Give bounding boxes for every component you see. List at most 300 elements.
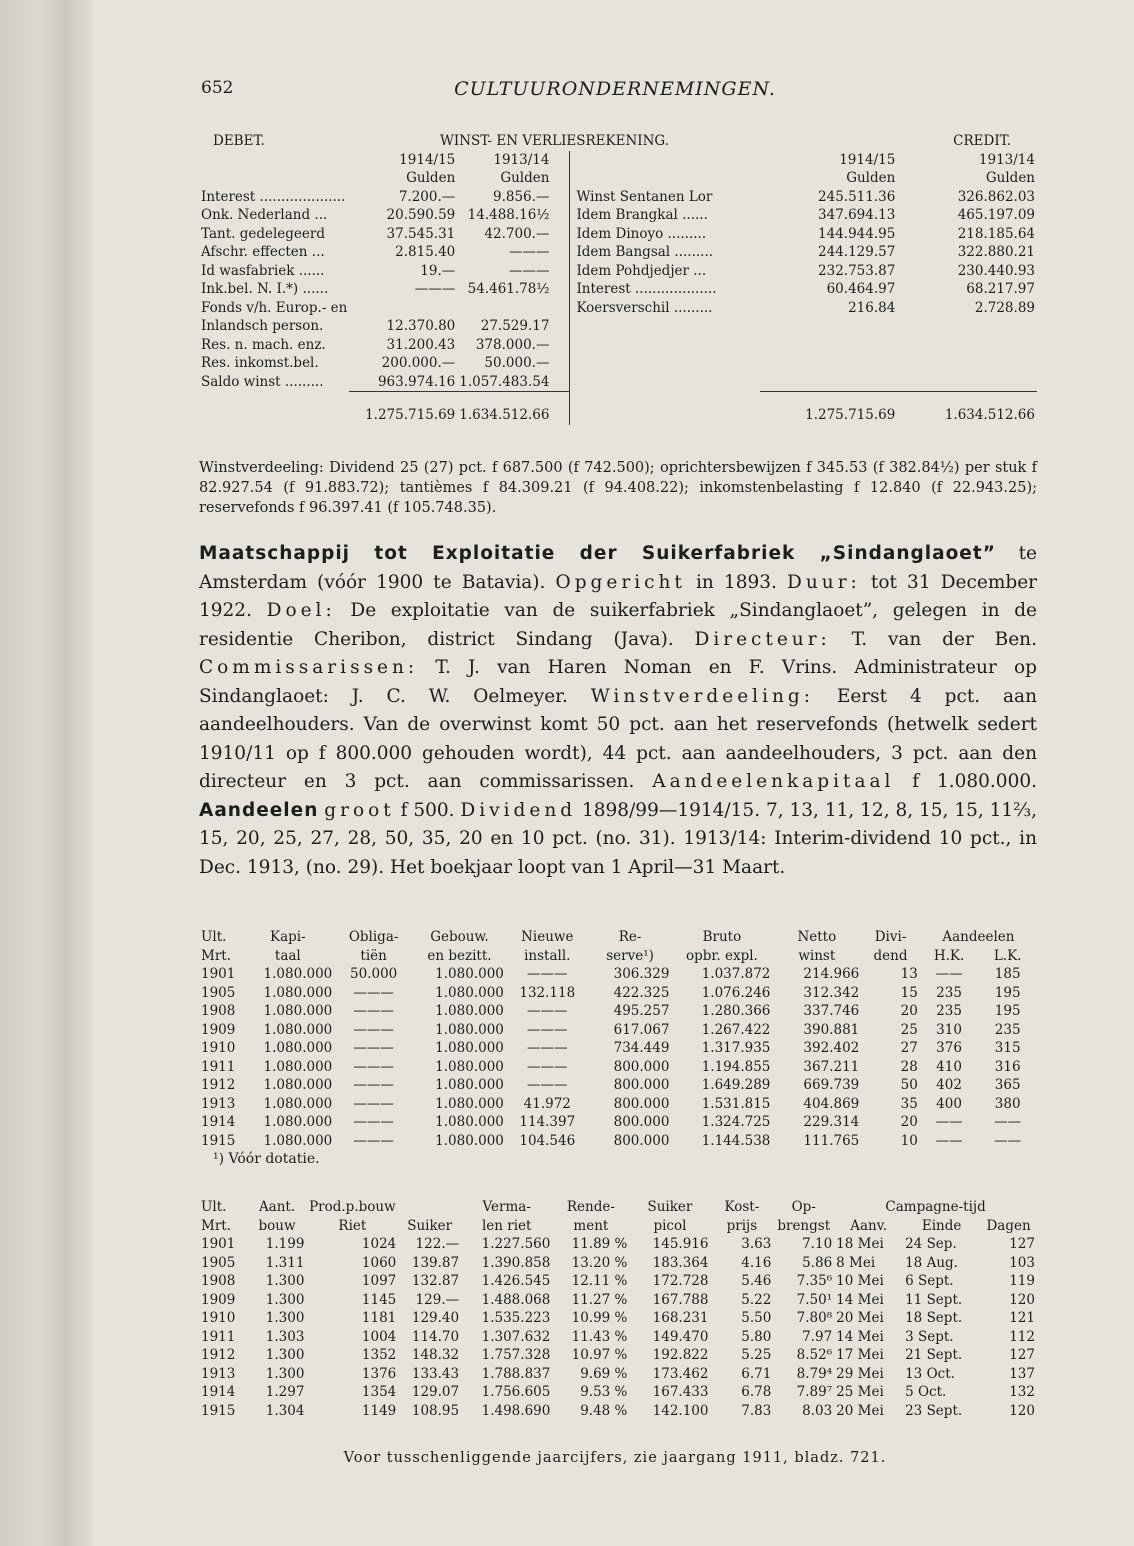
column-header: opbr. expl. <box>686 947 758 964</box>
table-cell: 127 <box>1009 1347 1035 1363</box>
amount-cell <box>897 317 1037 336</box>
table-cell: 50 <box>900 1077 918 1093</box>
table-cell: 1145 <box>361 1291 397 1308</box>
amount-cell: ——— <box>414 281 456 297</box>
column-header: ment <box>573 1217 609 1234</box>
table-row <box>199 1402 1037 1421</box>
table-cell: 734.449 <box>613 1040 670 1056</box>
table-cell: 410 <box>936 1058 962 1075</box>
table-cell: 1.788.837 <box>481 1365 551 1382</box>
column-header: taal <box>274 947 301 964</box>
company-name: Maatschappij tot Exploitatie der Suikerfabriek „Sindanglaoet” <box>199 543 996 564</box>
year-label: 1914/15 <box>399 151 456 168</box>
t2-header-2 <box>199 947 1037 966</box>
table-cell: 800.000 <box>613 1114 670 1130</box>
table-row <box>199 1095 1037 1114</box>
column-header: Dagen <box>986 1217 1031 1234</box>
table-cell: 14 Mei <box>836 1328 884 1345</box>
table-cell: 380 <box>994 1095 1021 1112</box>
table-cell: —— <box>994 1114 1022 1130</box>
table-cell: 139.87 <box>411 1254 460 1271</box>
table-cell: 18 Sept. <box>905 1310 963 1326</box>
table-cell: 1912 <box>201 1347 236 1363</box>
table-cell: 111.765 <box>803 1132 860 1149</box>
table-cell: ——— <box>527 1003 568 1019</box>
amount-cell: 200.000.— <box>381 355 456 371</box>
footnote: ¹) Vóór dotatie. <box>213 1151 320 1167</box>
text: T. van der Ben. <box>830 628 1037 650</box>
column-header: Riet <box>338 1217 367 1234</box>
column-header: Aant. <box>258 1199 296 1215</box>
amount-cell: 144.944.95 <box>818 225 896 242</box>
table-cell: 17 Mei <box>836 1347 884 1363</box>
table-cell: 1915 <box>201 1132 236 1149</box>
amount-cell <box>760 354 898 373</box>
amount-cell: 1.057.483.54 <box>459 373 550 390</box>
unit-label: Gulden <box>406 170 456 186</box>
column-header: Ult. <box>201 929 227 945</box>
table-cell: 1.426.545 <box>481 1273 551 1289</box>
table-cell: 129.— <box>415 1291 460 1308</box>
table-cell: 148.32 <box>411 1347 460 1363</box>
amount-cell: 60.464.97 <box>826 281 896 297</box>
table-cell: 28 <box>900 1058 918 1075</box>
table-cell: —— <box>935 966 963 982</box>
total-cell: 1.275.715.69 <box>805 407 896 423</box>
column-header: Re- <box>618 929 642 945</box>
table-cell: 1181 <box>361 1310 397 1326</box>
table-cell: 376 <box>936 1040 962 1056</box>
amount-cell: 50.000.— <box>484 355 550 371</box>
table-cell: 121 <box>1009 1310 1035 1326</box>
table-row <box>199 1291 1037 1310</box>
table-cell: 7.97 <box>802 1328 833 1345</box>
amount-cell: 12.370.80 <box>386 318 456 334</box>
amount-cell: 68.217.97 <box>966 281 1035 297</box>
wv-separator <box>199 392 1037 407</box>
table-cell: 7.83 <box>741 1402 772 1419</box>
wv-row <box>199 373 1037 392</box>
account-label: Winst Sentanen Lor <box>570 188 760 207</box>
table-cell: 15 <box>900 984 918 1001</box>
production-table <box>199 1198 1037 1420</box>
table-cell: ——— <box>527 966 568 982</box>
table-cell: ——— <box>353 1095 394 1112</box>
table-cell: 1910 <box>201 1040 236 1056</box>
table-cell: 8.03 <box>802 1402 833 1419</box>
column-header: Kapi- <box>270 929 306 945</box>
account-label: Tant. gedelegeerd <box>201 225 325 242</box>
table-cell: 1.080.000 <box>435 966 504 982</box>
column-header: Mrt. <box>201 1217 231 1234</box>
table-cell: 1.300 <box>265 1347 305 1363</box>
table-cell: 800.000 <box>613 1058 670 1075</box>
table-row <box>199 1132 1037 1151</box>
table-cell: 669.739 <box>803 1077 860 1093</box>
table-cell: —— <box>994 1132 1022 1149</box>
table-cell: 1914 <box>201 1384 236 1400</box>
table-cell: 185 <box>994 966 1021 982</box>
table-cell: 1.756.605 <box>481 1384 551 1400</box>
table-cell: ——— <box>353 984 394 1001</box>
table-cell: 1.076.246 <box>701 984 771 1001</box>
amount-cell: 378.000.— <box>475 336 550 353</box>
label-commissarissen: Commissarissen: <box>199 657 419 678</box>
account-label: Res. n. mach. enz. <box>201 336 326 353</box>
table-row <box>199 1076 1037 1095</box>
amount-cell: 9.856.— <box>493 188 550 205</box>
table-cell: 1.080.000 <box>435 1040 504 1056</box>
table-cell: 1.324.725 <box>701 1114 771 1130</box>
amount-cell <box>349 299 457 318</box>
table-cell: 1.300 <box>265 1291 305 1308</box>
table-cell: 1.080.000 <box>435 1058 504 1075</box>
table-cell: 6.78 <box>741 1384 772 1400</box>
table-cell: 132 <box>1009 1384 1035 1400</box>
table-cell: 1911 <box>201 1058 236 1075</box>
wv-row <box>199 280 1037 299</box>
column-header: len riet <box>481 1217 532 1234</box>
table-cell: ——— <box>353 1058 394 1075</box>
account-label: Fonds v/h. Europ.- en <box>201 299 348 316</box>
table-cell: 14 Mei <box>836 1291 884 1308</box>
table-cell: 50.000 <box>350 966 398 982</box>
table-row <box>199 1113 1037 1132</box>
table-cell: 167.788 <box>652 1291 709 1308</box>
table-cell: 41.972 <box>523 1095 571 1112</box>
table-cell: 20 <box>900 1114 918 1130</box>
text: te Amsterdam (vóór 1900 te Batavia). <box>199 543 1038 593</box>
table-cell: 1.080.000 <box>263 1058 333 1075</box>
debet-label: DEBET. <box>213 133 265 149</box>
table-cell: 1.144.538 <box>701 1132 771 1149</box>
table-row <box>199 1058 1037 1077</box>
table-cell: 1.080.000 <box>435 1114 504 1130</box>
table-row <box>199 1039 1037 1058</box>
column-header: Nieuwe <box>521 929 574 945</box>
table-cell: 306.329 <box>613 966 670 982</box>
table-cell: 1913 <box>201 1365 236 1382</box>
wv-row <box>199 354 1037 373</box>
table-cell: 214.966 <box>803 966 860 982</box>
text: tot 31 December 1922. <box>199 571 1037 621</box>
account-label: Idem Dinoyo ......... <box>570 225 760 244</box>
text: 1898/99—1914/15. 7, 13, 11, 12, 8, 15, 15, 11⅔, 15, 20, 25, 27, 28, 50, 35, 20 en 10 pct. (no. 31). 1913/14: Interim-dividend 10 pct., in Dec. 1913, (no. 29). Het boekjaar loopt van 1 April—31 Maart. <box>199 799 1037 878</box>
wv-row <box>199 299 1037 318</box>
table-cell: 8.79⁴ <box>796 1365 833 1382</box>
table-cell: 18 Mei <box>836 1236 884 1252</box>
text: De exploitatie van de suikerfabriek „Sindanglaoet”, gelegen in de residentie Cheribon, district Sindang (Java). <box>199 600 1038 650</box>
account-label: Id wasfabriek ...... <box>201 262 325 279</box>
table-cell: 1914 <box>201 1114 236 1130</box>
table-cell: 1.498.690 <box>481 1402 551 1419</box>
table-cell: 1.080.000 <box>263 1003 333 1019</box>
table-cell: 800.000 <box>613 1095 670 1112</box>
table-cell: 122.— <box>415 1236 460 1252</box>
table-cell: 1.267.422 <box>701 1021 771 1038</box>
column-header: Verma- <box>482 1199 531 1215</box>
column-header <box>398 1198 461 1217</box>
label-aandeelen: Aandeelen <box>199 799 319 821</box>
table-cell: 132.118 <box>519 984 576 1001</box>
column-header: Ult. <box>201 1199 227 1215</box>
wv-row <box>199 225 1037 244</box>
label-duur: Duur: <box>787 571 861 593</box>
column-header: Divi- <box>874 929 907 945</box>
table-cell: 127 <box>1009 1236 1035 1252</box>
table-cell: 1.080.000 <box>263 1077 333 1093</box>
amount-cell <box>897 336 1037 355</box>
wv-totals <box>199 406 1037 425</box>
table-cell: 1149 <box>361 1402 397 1419</box>
column-header: Prod.p.bouw <box>309 1199 396 1215</box>
table-cell: 5.50 <box>741 1310 772 1326</box>
table-cell: 5.80 <box>741 1328 772 1345</box>
table-cell: 5.25 <box>741 1347 772 1363</box>
table-cell: 390.881 <box>803 1021 860 1038</box>
table-cell: ——— <box>353 1040 394 1056</box>
table-row <box>199 1254 1037 1273</box>
table-cell: 167.433 <box>652 1384 709 1400</box>
account-label: Inlandsch person. <box>201 318 324 334</box>
column-header: Campagne-tijd <box>885 1199 986 1215</box>
amount-cell: 42.700.— <box>484 225 550 242</box>
table-cell: 13 <box>900 966 918 982</box>
table-cell: 1909 <box>201 1021 236 1038</box>
column-header: Op- <box>791 1199 816 1215</box>
year-label: 1913/14 <box>978 151 1035 168</box>
table-cell: 192.822 <box>652 1347 709 1363</box>
table-cell: 422.325 <box>613 984 670 1001</box>
table-cell: 7.89⁷ <box>796 1384 833 1400</box>
table-cell: 1060 <box>361 1254 397 1271</box>
amount-cell: 20.590.59 <box>386 207 456 223</box>
table-cell: ——— <box>527 1058 568 1075</box>
table-cell: 392.402 <box>803 1040 860 1056</box>
amount-cell: 218.185.64 <box>957 225 1035 242</box>
column-header: tiën <box>360 947 387 964</box>
table-cell: 145.916 <box>652 1236 709 1252</box>
table-cell: 310 <box>936 1021 962 1038</box>
table-cell: 108.95 <box>411 1402 460 1419</box>
table-cell: 1912 <box>201 1077 236 1093</box>
amount-cell: 244.129.57 <box>818 244 896 260</box>
table-cell: 5.22 <box>741 1291 772 1308</box>
account-label: Ink.bel. N. I.*) ...... <box>201 281 329 297</box>
column-header: L.K. <box>993 947 1022 964</box>
table-cell: 7.35⁶ <box>796 1273 833 1289</box>
amount-cell: 230.440.93 <box>957 262 1035 279</box>
table-cell: 3.63 <box>741 1236 772 1252</box>
table-cell: 1901 <box>201 1236 236 1252</box>
amount-cell: ——— <box>508 262 550 279</box>
table-cell: 5 Oct. <box>905 1384 947 1400</box>
amount-cell: 31.200.43 <box>386 336 456 353</box>
label-opgericht: Opgericht <box>555 571 686 593</box>
table-cell: —— <box>935 1132 963 1149</box>
table-cell: 1.080.000 <box>263 1095 333 1112</box>
table-cell: 495.257 <box>613 1003 670 1019</box>
table-cell: 315 <box>994 1040 1021 1056</box>
table-cell: ——— <box>353 1077 394 1093</box>
table-cell: ——— <box>527 1040 568 1056</box>
total-cell <box>570 406 760 425</box>
table-cell: ——— <box>353 1021 394 1038</box>
amount-cell: 232.753.87 <box>818 262 896 279</box>
table-cell: 1.080.000 <box>263 984 333 1001</box>
table-cell: 20 Mei <box>836 1310 884 1326</box>
table-row <box>199 1365 1037 1384</box>
table-cell: 129.07 <box>411 1384 460 1400</box>
wv-row <box>199 206 1037 225</box>
column-header: dend <box>873 947 908 964</box>
table-cell: 1.080.000 <box>435 1132 504 1149</box>
table-cell: ——— <box>353 1114 394 1130</box>
table-cell: 9.48 % <box>580 1402 628 1419</box>
label-winstverdeeling: Winstverdeeling: <box>590 685 814 707</box>
table-cell: 1352 <box>361 1347 397 1363</box>
table-cell: 120 <box>1009 1291 1035 1308</box>
table-cell: 1.757.328 <box>481 1347 551 1363</box>
table-cell: 1.080.000 <box>263 1132 333 1149</box>
year-label: 1913/14 <box>493 151 550 168</box>
table-cell: 173.462 <box>652 1365 709 1382</box>
total-cell: 1.275.715.69 <box>365 407 456 423</box>
column-header: winst <box>798 947 836 964</box>
table-cell: 35 <box>900 1095 918 1112</box>
table-row <box>199 1021 1037 1040</box>
table-cell: 1.300 <box>265 1273 305 1289</box>
account-label: Idem Pohdjedjer ... <box>570 262 760 281</box>
column-header: Suiker <box>647 1199 693 1215</box>
column-header: serve¹) <box>606 947 654 964</box>
table-cell: 23 Sept. <box>905 1402 963 1419</box>
table-cell: 1.080.000 <box>435 1021 504 1038</box>
account-label <box>570 336 760 355</box>
account-label: Onk. Nederland ... <box>201 207 328 223</box>
column-header: picol <box>653 1217 687 1234</box>
table-row <box>199 1272 1037 1291</box>
table-cell: 1.531.815 <box>701 1095 771 1112</box>
column-header: Aandeelen <box>942 929 1015 945</box>
text: f 1.080.000. <box>894 771 1037 792</box>
table-cell: 1.080.000 <box>435 1077 504 1093</box>
table-cell: ——— <box>353 1132 394 1149</box>
table-cell: 1.080.000 <box>435 984 504 1001</box>
table-cell: ——— <box>527 1021 568 1038</box>
table-cell: 112 <box>1009 1328 1035 1345</box>
table-cell: 235 <box>936 1003 962 1019</box>
account-label: Idem Brangkal ...... <box>570 206 760 225</box>
table-cell: 168.231 <box>652 1310 709 1326</box>
column-header: Rende- <box>566 1199 615 1215</box>
text: in 1893. <box>685 571 788 593</box>
table-cell: 183.364 <box>652 1254 709 1271</box>
amount-cell: 19.— <box>420 262 456 279</box>
amount-cell: 2.728.89 <box>974 299 1035 316</box>
table-cell: 1909 <box>201 1291 236 1308</box>
amount-cell: 2.815.40 <box>395 244 456 260</box>
table-cell: 6.71 <box>741 1365 772 1382</box>
table-cell: 1.317.935 <box>701 1040 771 1056</box>
column-header: H.K. <box>933 947 965 964</box>
t2-note-row <box>199 1150 1037 1169</box>
table-cell: 1.300 <box>265 1310 305 1326</box>
table-cell: 316 <box>994 1058 1021 1075</box>
footer-note: Voor tusschenliggende jaarcijfers, zie jaargang 1911, bladz. 721. <box>343 1450 887 1466</box>
table-cell: 1.535.223 <box>481 1310 551 1326</box>
account-label <box>570 317 760 336</box>
table-cell: 21 Sept. <box>905 1347 963 1363</box>
table-row <box>199 1383 1037 1402</box>
table-cell: 1.311 <box>265 1254 305 1271</box>
unit-label: Gulden <box>846 170 896 186</box>
table-row <box>199 1346 1037 1365</box>
table-cell: 195 <box>994 984 1021 1001</box>
table-row <box>199 984 1037 1003</box>
table-cell: 1.080.000 <box>263 1021 333 1038</box>
financial-history-table <box>199 928 1037 1169</box>
table-cell: 1.080.000 <box>263 1114 333 1130</box>
table-cell: 104.546 <box>519 1132 576 1149</box>
label-directeur: Directeur: <box>694 628 831 650</box>
amount-cell <box>897 354 1037 373</box>
column-header: brengst <box>777 1217 831 1234</box>
table-cell: 7.50¹ <box>796 1291 833 1308</box>
amount-cell: 322.880.21 <box>957 244 1035 260</box>
total-cell <box>199 406 349 425</box>
winst-verlies-table <box>199 132 1037 425</box>
table-cell: 1901 <box>201 966 236 982</box>
t3-header-1 <box>199 1198 1037 1217</box>
table-cell: 133.43 <box>411 1365 460 1382</box>
table-cell: 1911 <box>201 1328 236 1345</box>
table-cell: 617.067 <box>613 1021 670 1038</box>
table-cell: 11.27 % <box>571 1291 628 1308</box>
table-cell: 25 <box>900 1021 918 1038</box>
amount-cell: 14.488.16½ <box>467 207 550 223</box>
amount-cell <box>760 373 898 392</box>
table-cell: 1376 <box>361 1365 397 1382</box>
wv-row <box>199 188 1037 207</box>
wv-title: WINST- EN VERLIESREKENING. <box>439 133 670 149</box>
table-cell: 402 <box>936 1077 962 1093</box>
credit-label: CREDIT. <box>953 133 1011 149</box>
wv-year-row <box>199 151 1037 170</box>
account-label <box>570 373 760 392</box>
amount-cell: 37.545.31 <box>386 225 456 242</box>
column-header: Gebouw. <box>430 929 489 945</box>
table-cell: 9.69 % <box>580 1365 628 1382</box>
table-cell: 29 Mei <box>836 1365 884 1382</box>
table-cell: 400 <box>936 1095 962 1112</box>
table-row <box>199 1235 1037 1254</box>
table-cell: 3 Sept. <box>905 1328 954 1345</box>
table-cell: 1.227.560 <box>481 1236 551 1252</box>
amount-cell: ——— <box>508 244 550 260</box>
amount-cell <box>760 317 898 336</box>
amount-cell <box>760 336 898 355</box>
table-cell: 1.194.855 <box>701 1058 771 1075</box>
total-cell: 1.634.512.66 <box>459 407 550 423</box>
column-header: Bruto <box>702 929 742 945</box>
account-label: Interest ................... <box>570 280 760 299</box>
table-cell: 129.40 <box>411 1310 460 1326</box>
page-header <box>185 78 1045 108</box>
amount-cell: 216.84 <box>848 299 896 316</box>
table-cell: 6 Sept. <box>905 1273 954 1289</box>
table-cell: 1.080.000 <box>435 1095 504 1112</box>
